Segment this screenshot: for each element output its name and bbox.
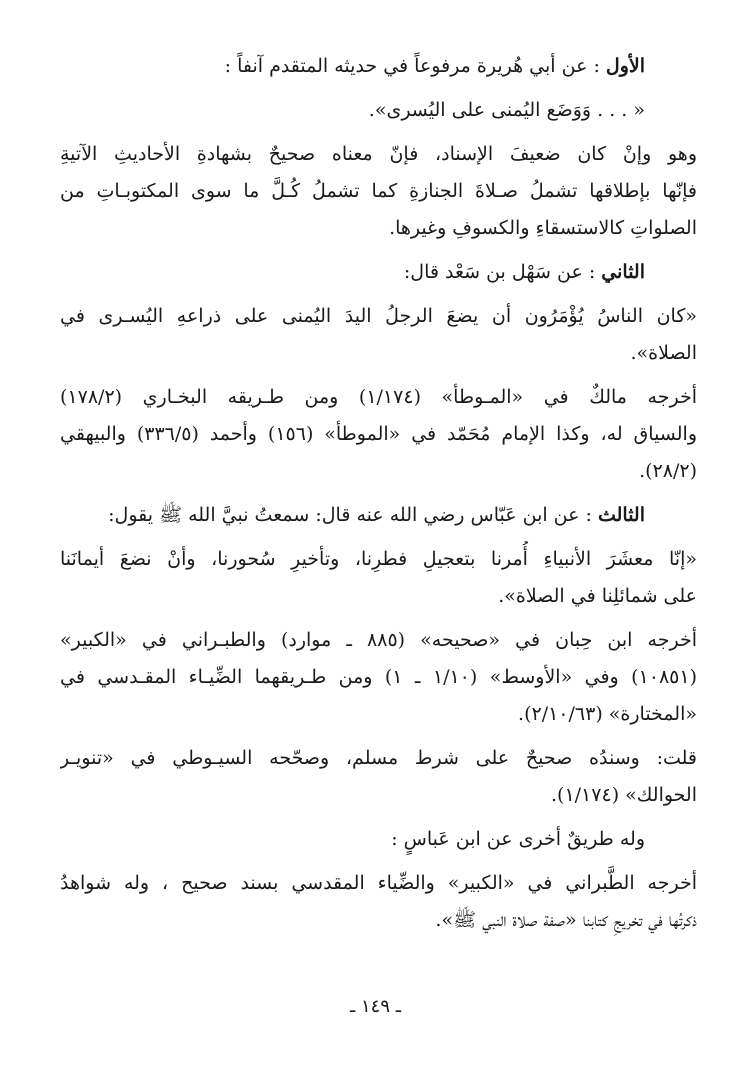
text-line <box>60 254 645 291</box>
text-line <box>60 497 645 534</box>
text-line: على شمائلِنا في الصلاة». <box>498 585 697 607</box>
text-line: أخرجه مالكٌ في «المـوطأ» (١/١٧٤) ومن طـريقه البخـاري (١٧٨/٢) <box>60 386 697 408</box>
section-heading: الثاني <box>601 261 645 283</box>
text-line: « . . . وَوَضَع اليُمنى على اليُسرى». <box>368 99 645 121</box>
paragraph-p1 <box>60 48 697 85</box>
text-line: أخرجه ابن حِبان في «صحيحه» (٨٨٥ ـ موارد) والطبـراني في «الكبير» <box>60 629 697 651</box>
text-line: «إنّا معشَرَ الأنبياءِ أُمرنا بتعجيلِ فطرِنا، وتأخيرِ سُحورنا، وأنْ نضعَ أيمانَنا <box>60 548 697 570</box>
paragraph-p3 <box>60 136 697 247</box>
text-column <box>60 48 697 939</box>
page-number: ـ ١٤٩ ـ <box>349 996 401 1017</box>
text-line: أخرجه الطَّبراني في «الكبير» والضِّياء المقدسي بسند صحيح ، وله شواهدُ <box>60 872 697 894</box>
paragraph-p8 <box>60 541 697 615</box>
paragraph-p5 <box>60 298 697 372</box>
heading-rest: : عن ابن عَبّاس رضي الله عنه قال: سمعتُ نبيَّ الله ﷺ يقول: <box>108 504 598 526</box>
text-line: «كان الناسُ يُؤْمَرُون أن يضعَ الرجلُ اليدَ اليُمنى على ذراعهِ اليُسـرى في <box>60 305 697 327</box>
paragraph-p10 <box>60 740 697 814</box>
section-heading: الثالث <box>597 504 645 526</box>
text-line: ذكرتُها في تخريجِ كتابنا «صفة صلاة النبي ﷺ». <box>435 909 697 931</box>
heading-rest: : عن أبي هُريرة مرفوعاً في حديثه المتقدم آنفاً : <box>224 55 606 77</box>
page-body <box>60 48 697 946</box>
text-line: (١٠٨٥١) وفي «الأوسط» (١/١٠ ـ ١) ومن طـريقهما الضِّيـاء المقـدسي في <box>60 666 697 688</box>
text-line: فإنّها بإطلاقها تشملُ صـلاةَ الجنازةِ كما تشملُ كُـلَّ ما سوى المكتوبـاتِ من <box>60 180 697 202</box>
paragraph-p9 <box>60 622 697 733</box>
paragraph-p4 <box>60 254 697 291</box>
text-line: وهو وإنْ كان ضعيفَ الإسناد، فإنّ معناه صحيحٌ بشهادةِ الأحاديثِ الآتيةِ <box>60 143 697 165</box>
text-line: الصلواتِ كالاستسقاءِ والكسوفِ وغيرها. <box>389 217 697 239</box>
text-line: والسياق له، وكذا الإمام مُحَمّد في «الموطأ» (١٥٦) وأحمد (٣٣٦/٥) والبيهقي <box>60 423 697 445</box>
text-line: وله طريقٌ أخرى عن ابن عَباسٍ : <box>391 828 645 850</box>
paragraph-p2 <box>60 92 697 129</box>
text-line: الحوالك» (١/١٧٤). <box>551 784 697 806</box>
section-heading: الأول <box>605 55 645 77</box>
paragraph-p11 <box>60 821 697 858</box>
paragraph-p12 <box>60 865 697 939</box>
paragraph-p7 <box>60 497 697 534</box>
text-line: «المختارة» (٢/١٠/٦٣). <box>518 703 697 725</box>
text-line <box>60 48 645 85</box>
text-line: (٢٨/٢). <box>639 460 697 482</box>
text-line: قلت: وسندُه صحيحٌ على شرط مسلم، وصحّحه السيـوطي في «تنويـر <box>60 747 697 769</box>
paragraph-p6 <box>60 379 697 490</box>
text-line: الصلاة». <box>630 342 697 364</box>
heading-rest: : عن سَهْل بن سَعْد قال: <box>403 261 602 283</box>
